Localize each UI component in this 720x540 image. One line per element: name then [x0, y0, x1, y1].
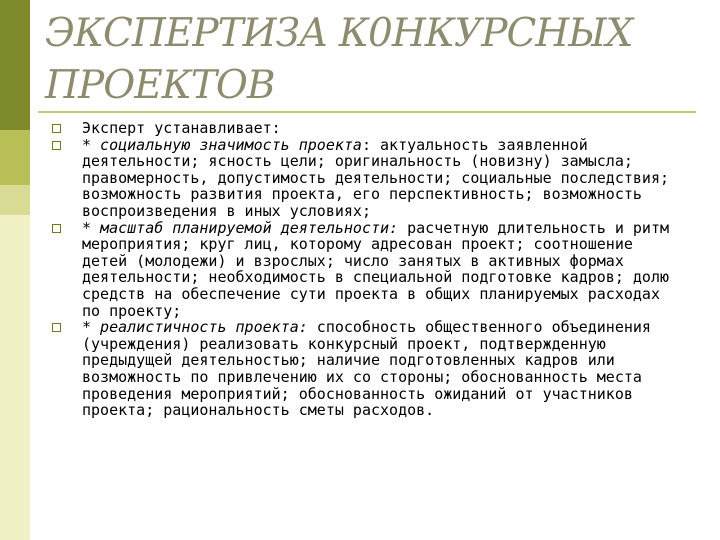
bullet-item: [52, 220, 672, 320]
bullet-text: способность общественного объединения (учреждения) реализовать конкурсный проект, подтвержденную предыдущей деятельностью; наличие подготовленных кадров или возможность по привлечению их со стороны; обоснованность места проведения мероприятий; обоснованность ожиданий от участников проекта; рациональность сметы расходов.: [82, 318, 651, 420]
side-decoration-block-dark: [0, 0, 30, 130]
bullet-emphasis: * реалистичность проекта:: [82, 318, 308, 337]
slide-title-line-1: ЭКСПЕРТИЗА К0НКУРСНЫХ: [45, 11, 633, 56]
bullet-text: расчетную длительность и ритм мероприятия; круг лиц, которому адресован проект; соотношение детей (молодежи) и взрослых; число занятых в активных формах деятельности; необходимость в специальной подготовке кадров; долю средств на обеспечение сути проекта в общих планируемых расходах по проекту;: [82, 218, 670, 320]
hollow-square-icon: [52, 124, 61, 133]
bullet-emphasis: * социальную значимость проекта: [82, 135, 362, 154]
bullet-text: : актуальность заявленной деятельности; ясность цели; оригинальность (новизну) замысла; правомерность, допустимость деятельности; социальные последствия; возможность развития проекта, его перспективность; возможность воспроизведения в иных условиях;: [82, 135, 669, 220]
hollow-square-icon: [52, 141, 61, 150]
hollow-square-icon: [52, 224, 61, 233]
slide-title: [45, 8, 705, 112]
bullet-item: [52, 137, 672, 220]
bullet-item: [52, 120, 672, 137]
bullet-emphasis: * масштаб планируемой деятельности:: [82, 218, 399, 237]
title-divider: [38, 111, 696, 113]
hollow-square-icon: [52, 323, 61, 332]
bullet-item: [52, 319, 672, 419]
side-decoration-block-mid: [0, 130, 30, 185]
bullet-text: Эксперт устанавливает:: [82, 119, 281, 137]
side-decoration-block-light: [0, 185, 30, 215]
bullet-list: [52, 120, 672, 419]
slide-title-line-2: ПРОЕКТОВ: [45, 63, 275, 108]
